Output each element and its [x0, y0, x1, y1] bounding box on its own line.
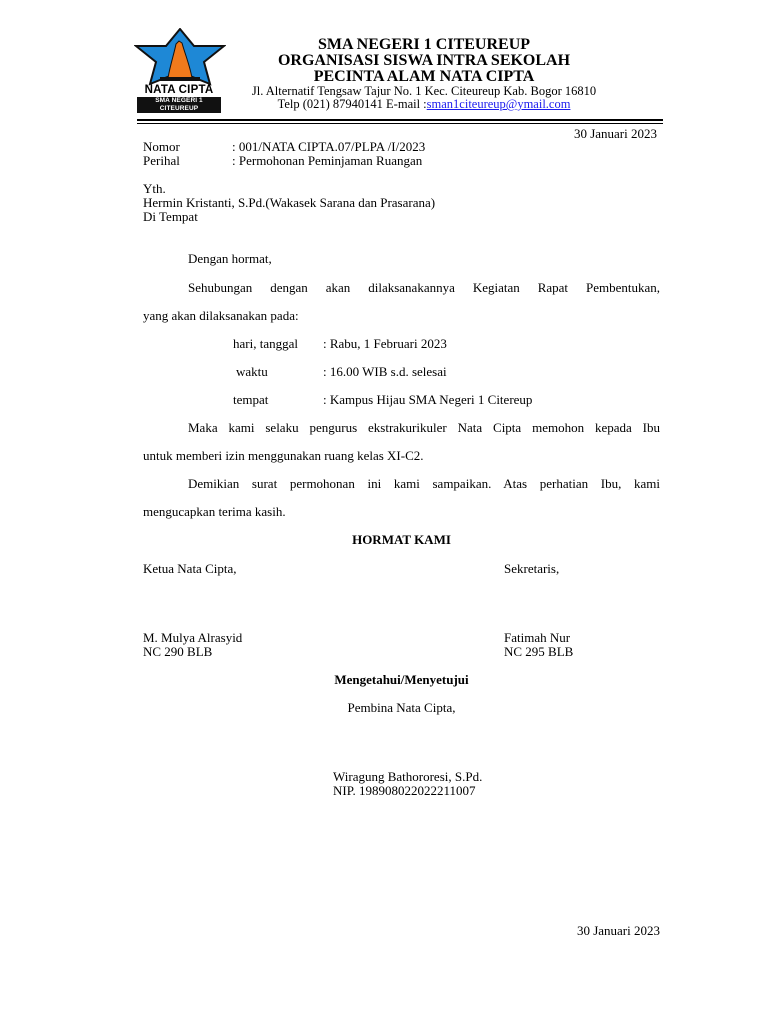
- chair-title: Ketua Nata Cipta,: [143, 561, 237, 576]
- perihal-label: Perihal: [143, 153, 180, 168]
- recipient-place: Di Tempat: [143, 209, 198, 224]
- letter-date: 30 Januari 2023: [573, 126, 657, 141]
- secretary-title: Sekretaris,: [504, 561, 560, 576]
- perihal-value: : Permohonan Peminjaman Ruangan: [232, 153, 423, 168]
- chair-id: NC 290 BLB: [143, 644, 213, 659]
- footer-date: 30 Januari 2023: [576, 923, 660, 938]
- detail-value-date: : Rabu, 1 Februari 2023: [323, 336, 447, 351]
- logo-school-text: SMA NEGERI 1 CITEUREUP: [137, 97, 221, 113]
- approval-heading: Mengetahui/Menyetujui: [334, 672, 469, 687]
- detail-label-time: waktu: [236, 364, 268, 379]
- nata-cipta-logo: [134, 28, 226, 86]
- logo-caption: [136, 84, 222, 113]
- letterhead-org: ORGANISASI SISWA INTRA SEKOLAH: [277, 52, 571, 69]
- detail-label-date: hari, tanggal: [233, 336, 298, 351]
- yth: Yth.: [143, 181, 166, 196]
- letterhead-contact: [224, 97, 624, 111]
- header-rule-thin: [137, 123, 663, 124]
- para1-line1: Sehubungan dengan akan dilaksanakannya Kegiatan Rapat Pembentukan,: [188, 280, 660, 295]
- detail-label-place: tempat: [233, 392, 269, 407]
- secretary-name: Fatimah Nur: [504, 630, 571, 645]
- secretary-id: NC 295 BLB: [504, 644, 574, 659]
- advisor-name: Wiragung Bathororesi, S.Pd.: [333, 769, 483, 784]
- letterhead-address: Jl. Alternatif Tengsaw Tajur No. 1 Kec. Citeureup Kab. Bogor 16810: [251, 84, 597, 98]
- para2-line2: untuk memberi izin menggunakan ruang kelas XI-C2.: [143, 448, 424, 463]
- detail-value-time: : 16.00 WIB s.d. selesai: [323, 364, 447, 379]
- para3-line1: Demikian surat permohonan ini kami sampaikan. Atas perhatian Ibu, kami: [188, 476, 660, 491]
- header-rule-thick: [137, 119, 663, 121]
- logo-base: [160, 77, 200, 81]
- nomor-value: : 001/NATA CIPTA.07/PLPA /I/2023: [232, 139, 426, 154]
- closing-heading: HORMAT KAMI: [352, 532, 451, 547]
- logo-name-text: NATA CIPTA: [144, 84, 214, 96]
- email-link[interactable]: sman1citeureup@ymail.com: [426, 97, 571, 111]
- letterhead-school: SMA NEGERI 1 CITEUREUP: [317, 36, 531, 53]
- letterhead-club: PECINTA ALAM NATA CIPTA: [313, 68, 535, 85]
- chair-name: M. Mulya Alrasyid: [143, 630, 243, 645]
- para3-line2: mengucapkan terima kasih.: [143, 504, 286, 519]
- advisor-nip: NIP. 198908022022211007: [333, 783, 476, 798]
- recipient: Hermin Kristanti, S.Pd.(Wakasek Sarana dan Prasarana): [143, 195, 436, 210]
- advisor-title: Pembina Nata Cipta,: [347, 700, 456, 715]
- contact-phone: Telp (021) 87940141 E-mail :: [277, 97, 427, 111]
- detail-value-place: : Kampus Hijau SMA Negeri 1 Citereup: [323, 392, 533, 407]
- para2-line1: Maka kami selaku pengurus ekstrakurikuler Nata Cipta memohon kepada Ibu: [188, 420, 660, 435]
- para1-line2: yang akan dilaksanakan pada:: [143, 308, 299, 323]
- greeting: Dengan hormat,: [188, 251, 272, 266]
- nomor-label: Nomor: [143, 139, 180, 154]
